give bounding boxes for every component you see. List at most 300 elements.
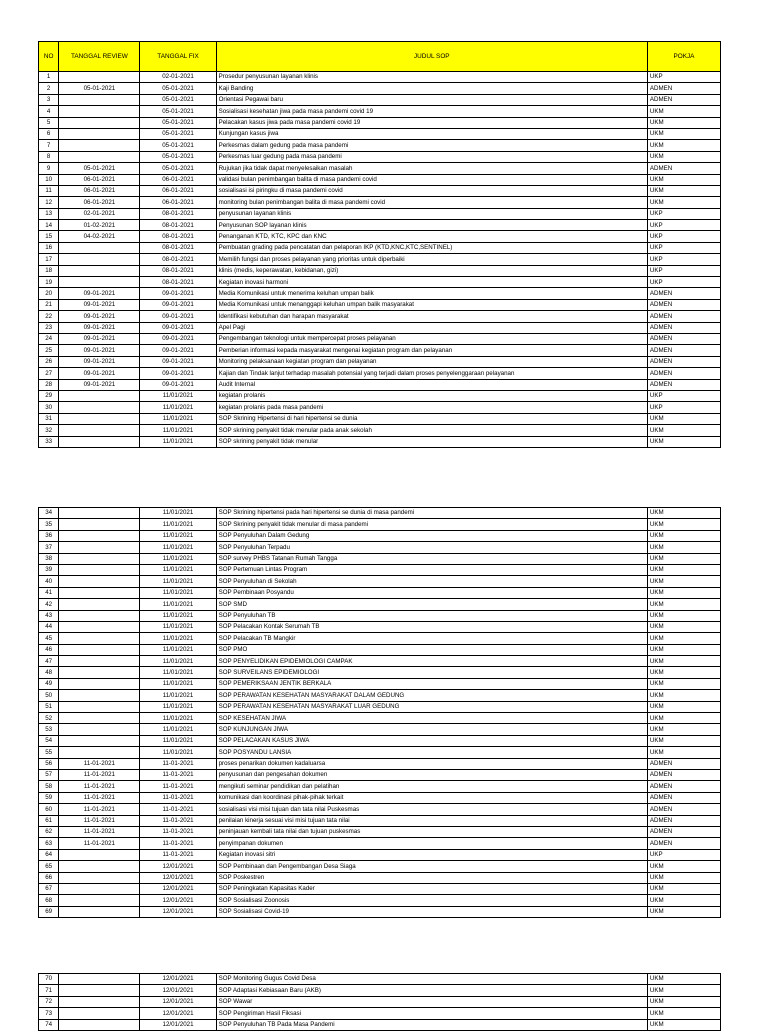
cell-tanggal-fix: 11-01-2021 <box>140 769 216 780</box>
cell-tanggal-review <box>59 413 140 424</box>
cell-pokja: ADMEN <box>647 83 720 94</box>
cell-tanggal-review <box>59 747 140 758</box>
cell-tanggal-review <box>59 906 140 917</box>
cell-pokja: UKP <box>647 231 720 242</box>
cell-judul-sop: SOP Pelacakan Kontak Serumah TB <box>216 621 647 632</box>
cell-no: 18 <box>39 265 59 276</box>
cell-no: 72 <box>39 996 59 1007</box>
table-row <box>39 804 721 815</box>
cell-no: 25 <box>39 345 59 356</box>
table-row <box>39 610 721 621</box>
cell-tanggal-fix: 11/01/2021 <box>140 713 216 724</box>
table-row <box>39 735 721 746</box>
cell-tanggal-review <box>59 128 140 139</box>
cell-tanggal-fix: 08-01-2021 <box>140 208 216 219</box>
cell-tanggal-review <box>59 519 140 530</box>
table-row <box>39 333 721 344</box>
cell-tanggal-fix: 09-01-2021 <box>140 288 216 299</box>
cell-pokja: UKM <box>647 576 720 587</box>
cell-tanggal-fix: 11/01/2021 <box>140 530 216 541</box>
cell-tanggal-fix: 02-01-2021 <box>140 72 216 83</box>
cell-judul-sop: SOP Sosialisasi Covid-19 <box>216 906 647 917</box>
cell-judul-sop: SOP PEMERIKSAAN JENTIK BERKALA <box>216 678 647 689</box>
table-row <box>39 542 721 553</box>
cell-tanggal-review <box>59 553 140 564</box>
cell-judul-sop: validasi bulan penimbangan balita di masa pandemi covid <box>216 174 647 185</box>
cell-judul-sop: SOP Pembinaan Posyandu <box>216 587 647 598</box>
cell-no: 30 <box>39 402 59 413</box>
cell-tanggal-fix: 12/01/2021 <box>140 861 216 872</box>
cell-pokja: UKM <box>647 644 720 655</box>
cell-pokja: UKP <box>647 849 720 860</box>
cell-pokja: UKP <box>647 277 720 288</box>
cell-tanggal-fix: 09-01-2021 <box>140 356 216 367</box>
table-row <box>39 996 721 1007</box>
cell-tanggal-fix: 11/01/2021 <box>140 610 216 621</box>
cell-tanggal-review <box>59 390 140 401</box>
table-row <box>39 1008 721 1019</box>
cell-tanggal-review <box>59 151 140 162</box>
table-row <box>39 974 721 985</box>
cell-tanggal-review <box>59 254 140 265</box>
cell-no: 9 <box>39 163 59 174</box>
cell-tanggal-review <box>59 242 140 253</box>
cell-judul-sop: SOP PERAWATAN KESEHATAN MASYARAKAT LUAR GEDUNG <box>216 701 647 712</box>
cell-no: 12 <box>39 197 59 208</box>
cell-no: 5 <box>39 117 59 128</box>
cell-no: 62 <box>39 826 59 837</box>
cell-no: 13 <box>39 208 59 219</box>
cell-tanggal-fix: 08-01-2021 <box>140 220 216 231</box>
cell-pokja: UKM <box>647 735 720 746</box>
table-row <box>39 254 721 265</box>
table-row <box>39 747 721 758</box>
cell-no: 57 <box>39 769 59 780</box>
cell-tanggal-fix: 05-01-2021 <box>140 151 216 162</box>
cell-tanggal-fix: 11/01/2021 <box>140 390 216 401</box>
cell-no: 56 <box>39 758 59 769</box>
cell-tanggal-review: 11-01-2021 <box>59 781 140 792</box>
cell-no: 40 <box>39 576 59 587</box>
table-row <box>39 849 721 860</box>
table-row <box>39 277 721 288</box>
cell-pokja: ADMEN <box>647 333 720 344</box>
cell-pokja: UKM <box>647 599 720 610</box>
cell-tanggal-review <box>59 508 140 519</box>
cell-pokja: UKM <box>647 117 720 128</box>
cell-tanggal-fix: 12/01/2021 <box>140 985 216 996</box>
cell-judul-sop: SOP KESEHATAN JIWA <box>216 713 647 724</box>
cell-pokja: UKP <box>647 242 720 253</box>
cell-judul-sop: Monitoring pelaksanaan kegiatan program dan pelayanan <box>216 356 647 367</box>
cell-tanggal-fix: 05-01-2021 <box>140 94 216 105</box>
cell-pokja: UKP <box>647 254 720 265</box>
cell-judul-sop: SOP Penyuluhan TB Pada Masa Pandemi <box>216 1019 647 1030</box>
table-row <box>39 985 721 996</box>
cell-judul-sop: Pengembangan teknologi untuk mempercepat proses pelayanan <box>216 333 647 344</box>
cell-tanggal-review: 06-01-2021 <box>59 197 140 208</box>
cell-pokja: UKM <box>647 436 720 447</box>
cell-tanggal-fix: 12/01/2021 <box>140 1019 216 1030</box>
cell-tanggal-review <box>59 713 140 724</box>
table-row <box>39 508 721 519</box>
cell-tanggal-fix: 11/01/2021 <box>140 724 216 735</box>
cell-no: 41 <box>39 587 59 598</box>
cell-tanggal-fix: 09-01-2021 <box>140 299 216 310</box>
table-body <box>39 508 721 918</box>
cell-judul-sop: peninjauan kembali tata nilai dan tujuan puskesmas <box>216 826 647 837</box>
cell-tanggal-fix: 11-01-2021 <box>140 758 216 769</box>
cell-no: 10 <box>39 174 59 185</box>
cell-judul-sop: komunikasi dan koordinasi pihak-pihak terkait <box>216 792 647 803</box>
cell-pokja: UKM <box>647 747 720 758</box>
cell-tanggal-fix: 11/01/2021 <box>140 747 216 758</box>
cell-no: 67 <box>39 883 59 894</box>
table-row <box>39 519 721 530</box>
cell-tanggal-fix: 11/01/2021 <box>140 564 216 575</box>
cell-no: 69 <box>39 906 59 917</box>
cell-no: 43 <box>39 610 59 621</box>
table-row <box>39 299 721 310</box>
cell-judul-sop: SOP skrining penyakit tidak menular pada anak sekolah <box>216 425 647 436</box>
cell-pokja: ADMEN <box>647 345 720 356</box>
table-row <box>39 644 721 655</box>
cell-tanggal-review <box>59 621 140 632</box>
cell-pokja: UKM <box>647 724 720 735</box>
table-row <box>39 1019 721 1030</box>
cell-tanggal-fix: 08-01-2021 <box>140 277 216 288</box>
cell-tanggal-review <box>59 656 140 667</box>
cell-tanggal-fix: 12/01/2021 <box>140 996 216 1007</box>
cell-pokja: ADMEN <box>647 781 720 792</box>
table-row <box>39 185 721 196</box>
cell-tanggal-review: 11-01-2021 <box>59 804 140 815</box>
cell-tanggal-review: 11-01-2021 <box>59 815 140 826</box>
table-row <box>39 724 721 735</box>
cell-judul-sop: SOP Penyuluhan di Sekolah <box>216 576 647 587</box>
cell-pokja: UKM <box>647 656 720 667</box>
cell-tanggal-review <box>59 436 140 447</box>
cell-judul-sop: Perkesmas dalam gedung pada masa pandemi <box>216 140 647 151</box>
cell-judul-sop: Rujukan jika tidak dapat menyelesaikan masalah <box>216 163 647 174</box>
cell-no: 58 <box>39 781 59 792</box>
cell-tanggal-fix: 08-01-2021 <box>140 265 216 276</box>
table-header-row <box>39 42 721 72</box>
cell-pokja: UKM <box>647 701 720 712</box>
cell-judul-sop: SOP Monitoring Gugus Covid Desa <box>216 974 647 985</box>
cell-no: 35 <box>39 519 59 530</box>
cell-no: 44 <box>39 621 59 632</box>
cell-judul-sop: SOP Poskestren <box>216 872 647 883</box>
cell-tanggal-fix: 11-01-2021 <box>140 792 216 803</box>
cell-pokja: UKM <box>647 906 720 917</box>
table-row <box>39 815 721 826</box>
cell-judul-sop: sosialisasi visi misi tujuan dan tata nilai Puskesmas <box>216 804 647 815</box>
cell-judul-sop: SOP Wawar <box>216 996 647 1007</box>
cell-judul-sop: SOP skrining penyakit tidak menular <box>216 436 647 447</box>
cell-tanggal-review: 11-01-2021 <box>59 826 140 837</box>
cell-no: 33 <box>39 436 59 447</box>
table-row <box>39 599 721 610</box>
cell-tanggal-review <box>59 425 140 436</box>
header-pokja: POKJA <box>647 42 720 72</box>
cell-tanggal-review: 09-01-2021 <box>59 356 140 367</box>
cell-no: 27 <box>39 368 59 379</box>
cell-no: 50 <box>39 690 59 701</box>
cell-pokja: UKM <box>647 883 720 894</box>
cell-pokja: ADMEN <box>647 288 720 299</box>
table-row <box>39 895 721 906</box>
sop-table-page-3 <box>38 973 721 1031</box>
cell-tanggal-fix: 12/01/2021 <box>140 906 216 917</box>
cell-judul-sop: Perkesmas luar gedung pada masa pandemi <box>216 151 647 162</box>
cell-tanggal-review <box>59 265 140 276</box>
cell-judul-sop: Media Komunikasi untuk menanggapi keluhan umpan balik masyarakat <box>216 299 647 310</box>
table-row <box>39 758 721 769</box>
cell-tanggal-review: 09-01-2021 <box>59 333 140 344</box>
cell-tanggal-fix: 09-01-2021 <box>140 322 216 333</box>
cell-no: 45 <box>39 633 59 644</box>
cell-tanggal-fix: 11/01/2021 <box>140 633 216 644</box>
cell-judul-sop: penyimpanan dokumen <box>216 838 647 849</box>
cell-pokja: UKM <box>647 128 720 139</box>
cell-pokja: UKM <box>647 610 720 621</box>
cell-pokja: UKM <box>647 690 720 701</box>
cell-judul-sop: penilaian kinerja sesuai visi misi tujuan tata nilai <box>216 815 647 826</box>
cell-pokja: UKP <box>647 390 720 401</box>
cell-no: 70 <box>39 974 59 985</box>
table-row <box>39 117 721 128</box>
cell-pokja: ADMEN <box>647 368 720 379</box>
cell-tanggal-fix: 11/01/2021 <box>140 402 216 413</box>
header-tanggal-review: TANGGAL REVIEW <box>59 42 140 72</box>
cell-no: 74 <box>39 1019 59 1030</box>
cell-tanggal-review <box>59 861 140 872</box>
cell-tanggal-review <box>59 72 140 83</box>
cell-judul-sop: SOP Penyuluhan Terpadu <box>216 542 647 553</box>
cell-tanggal-fix: 11-01-2021 <box>140 781 216 792</box>
header-judul-sop: JUDUL SOP <box>216 42 647 72</box>
cell-tanggal-review <box>59 701 140 712</box>
cell-tanggal-fix: 12/01/2021 <box>140 872 216 883</box>
cell-judul-sop: SOP Pelacakan TB Mangkir <box>216 633 647 644</box>
cell-tanggal-fix: 11/01/2021 <box>140 690 216 701</box>
cell-tanggal-fix: 11-01-2021 <box>140 838 216 849</box>
cell-judul-sop: proses penarikan dokumen kadaluarsa <box>216 758 647 769</box>
cell-tanggal-fix: 11/01/2021 <box>140 413 216 424</box>
cell-pokja: UKP <box>647 72 720 83</box>
cell-judul-sop: monitoring bulan penimbangan balita di masa pandemi covid <box>216 197 647 208</box>
cell-no: 61 <box>39 815 59 826</box>
cell-pokja: UKM <box>647 530 720 541</box>
cell-tanggal-fix: 11/01/2021 <box>140 425 216 436</box>
table-row <box>39 151 721 162</box>
cell-judul-sop: SOP Peningkatan Kapasitas Kader <box>216 883 647 894</box>
table-row <box>39 792 721 803</box>
cell-no: 73 <box>39 1008 59 1019</box>
table-row <box>39 436 721 447</box>
table-row <box>39 94 721 105</box>
cell-pokja: UKM <box>647 872 720 883</box>
cell-tanggal-review <box>59 1008 140 1019</box>
table-row <box>39 220 721 231</box>
cell-tanggal-review <box>59 690 140 701</box>
cell-no: 60 <box>39 804 59 815</box>
cell-pokja: UKM <box>647 621 720 632</box>
cell-tanggal-fix: 09-01-2021 <box>140 311 216 322</box>
cell-no: 46 <box>39 644 59 655</box>
cell-tanggal-fix: 11/01/2021 <box>140 678 216 689</box>
cell-tanggal-fix: 12/01/2021 <box>140 883 216 894</box>
cell-no: 4 <box>39 106 59 117</box>
table-row <box>39 667 721 678</box>
table-row <box>39 872 721 883</box>
cell-pokja: UKM <box>647 185 720 196</box>
cell-no: 42 <box>39 599 59 610</box>
cell-no: 20 <box>39 288 59 299</box>
cell-no: 31 <box>39 413 59 424</box>
cell-judul-sop: SOP PERAWATAN KESEHATAN MASYARAKAT DALAM GEDUNG <box>216 690 647 701</box>
cell-tanggal-fix: 12/01/2021 <box>140 974 216 985</box>
cell-no: 17 <box>39 254 59 265</box>
cell-judul-sop: Pelacakan kasus jiwa pada masa pandemi covid 19 <box>216 117 647 128</box>
cell-tanggal-review: 09-01-2021 <box>59 288 140 299</box>
cell-tanggal-fix: 11/01/2021 <box>140 519 216 530</box>
cell-no: 23 <box>39 322 59 333</box>
cell-no: 7 <box>39 140 59 151</box>
cell-no: 1 <box>39 72 59 83</box>
cell-judul-sop: SOP SURVEILANS EPIDEMIOLOGI <box>216 667 647 678</box>
cell-no: 68 <box>39 895 59 906</box>
cell-tanggal-fix: 05-01-2021 <box>140 140 216 151</box>
cell-tanggal-review <box>59 678 140 689</box>
cell-tanggal-fix: 08-01-2021 <box>140 254 216 265</box>
cell-pokja: UKM <box>647 985 720 996</box>
table-row <box>39 390 721 401</box>
cell-tanggal-review: 09-01-2021 <box>59 322 140 333</box>
cell-tanggal-fix: 05-01-2021 <box>140 106 216 117</box>
cell-tanggal-fix: 08-01-2021 <box>140 231 216 242</box>
cell-tanggal-fix: 06-01-2021 <box>140 174 216 185</box>
cell-judul-sop: Kegiatan inovasi harmoni <box>216 277 647 288</box>
cell-judul-sop: Sosialisasi kesehatan jiwa pada masa pandemi covid 19 <box>216 106 647 117</box>
table-row <box>39 322 721 333</box>
cell-no: 19 <box>39 277 59 288</box>
cell-tanggal-review <box>59 735 140 746</box>
cell-tanggal-review <box>59 1019 140 1030</box>
cell-judul-sop: Identifikasi kebutuhan dan harapan masyarakat <box>216 311 647 322</box>
sop-table-page-1 <box>38 41 721 448</box>
cell-no: 29 <box>39 390 59 401</box>
cell-tanggal-review: 09-01-2021 <box>59 311 140 322</box>
cell-pokja: ADMEN <box>647 356 720 367</box>
cell-judul-sop: Pemberian informasi kepada masyarakat mengenai kegiatan program dan pelayanan <box>216 345 647 356</box>
cell-tanggal-review: 02-01-2021 <box>59 208 140 219</box>
cell-tanggal-fix: 09-01-2021 <box>140 345 216 356</box>
cell-tanggal-review: 06-01-2021 <box>59 174 140 185</box>
cell-tanggal-fix: 11/01/2021 <box>140 656 216 667</box>
cell-pokja: UKM <box>647 197 720 208</box>
cell-pokja: UKM <box>647 519 720 530</box>
cell-no: 55 <box>39 747 59 758</box>
cell-pokja: UKM <box>647 861 720 872</box>
cell-tanggal-fix: 11/01/2021 <box>140 701 216 712</box>
cell-no: 52 <box>39 713 59 724</box>
cell-no: 59 <box>39 792 59 803</box>
cell-tanggal-review: 09-01-2021 <box>59 345 140 356</box>
cell-tanggal-fix: 11/01/2021 <box>140 436 216 447</box>
cell-no: 6 <box>39 128 59 139</box>
cell-tanggal-review <box>59 985 140 996</box>
cell-judul-sop: SOP Pertemuan Lintas Program <box>216 564 647 575</box>
cell-judul-sop: SOP PENYELIDIKAN EPIDEMIOLOGI CAMPAK <box>216 656 647 667</box>
table-row <box>39 883 721 894</box>
cell-pokja: UKM <box>647 667 720 678</box>
cell-no: 37 <box>39 542 59 553</box>
table-row <box>39 72 721 83</box>
table-row <box>39 128 721 139</box>
table-row <box>39 826 721 837</box>
cell-judul-sop: SOP Sosialisasi Zoonosis <box>216 895 647 906</box>
table-row <box>39 587 721 598</box>
table-row <box>39 413 721 424</box>
table-row <box>39 106 721 117</box>
header-no: NO <box>39 42 59 72</box>
cell-no: 22 <box>39 311 59 322</box>
table-row <box>39 633 721 644</box>
cell-tanggal-review <box>59 576 140 587</box>
cell-pokja: UKM <box>647 587 720 598</box>
cell-no: 24 <box>39 333 59 344</box>
cell-judul-sop: SOP Adaptasi Kebiasaan Baru (AKB) <box>216 985 647 996</box>
cell-pokja: UKM <box>647 174 720 185</box>
cell-judul-sop: sosialisasi isi piringku di masa pandemi covid <box>216 185 647 196</box>
table-body <box>39 72 721 448</box>
cell-pokja: ADMEN <box>647 815 720 826</box>
cell-pokja: UKM <box>647 713 720 724</box>
cell-no: 3 <box>39 94 59 105</box>
cell-judul-sop: Pembuatan grading pada pencatatan dan pelaporan IKP (KTD,KNC,KTC,SENTINEL) <box>216 242 647 253</box>
cell-judul-sop: SOP KUNJUNGAN JIWA <box>216 724 647 735</box>
cell-no: 14 <box>39 220 59 231</box>
table-row <box>39 265 721 276</box>
table-row <box>39 838 721 849</box>
cell-judul-sop: Penyusunan SOP layanan klinis <box>216 220 647 231</box>
cell-judul-sop: Media Komunikasi untuk menerima keluhan umpan balik <box>216 288 647 299</box>
sop-table-page-2 <box>38 507 721 918</box>
table-row <box>39 576 721 587</box>
cell-tanggal-review <box>59 140 140 151</box>
cell-tanggal-review <box>59 106 140 117</box>
cell-tanggal-review <box>59 872 140 883</box>
cell-tanggal-fix: 05-01-2021 <box>140 128 216 139</box>
table-row <box>39 678 721 689</box>
cell-tanggal-review <box>59 402 140 413</box>
cell-no: 28 <box>39 379 59 390</box>
cell-judul-sop: Kegiatan inovasi sitri <box>216 849 647 860</box>
cell-pokja: UKM <box>647 895 720 906</box>
cell-tanggal-fix: 11-01-2021 <box>140 804 216 815</box>
cell-tanggal-fix: 11-01-2021 <box>140 849 216 860</box>
cell-pokja: UKM <box>647 564 720 575</box>
cell-judul-sop: Memilih fungsi dan proses pelayanan yang prioritas untuk diperbaiki <box>216 254 647 265</box>
cell-judul-sop: SOP SMD <box>216 599 647 610</box>
cell-judul-sop: penyusunan dan pengesahan dokumen <box>216 769 647 780</box>
cell-tanggal-review <box>59 724 140 735</box>
cell-tanggal-fix: 12/01/2021 <box>140 895 216 906</box>
cell-no: 11 <box>39 185 59 196</box>
cell-judul-sop: kegiatan prolanis <box>216 390 647 401</box>
